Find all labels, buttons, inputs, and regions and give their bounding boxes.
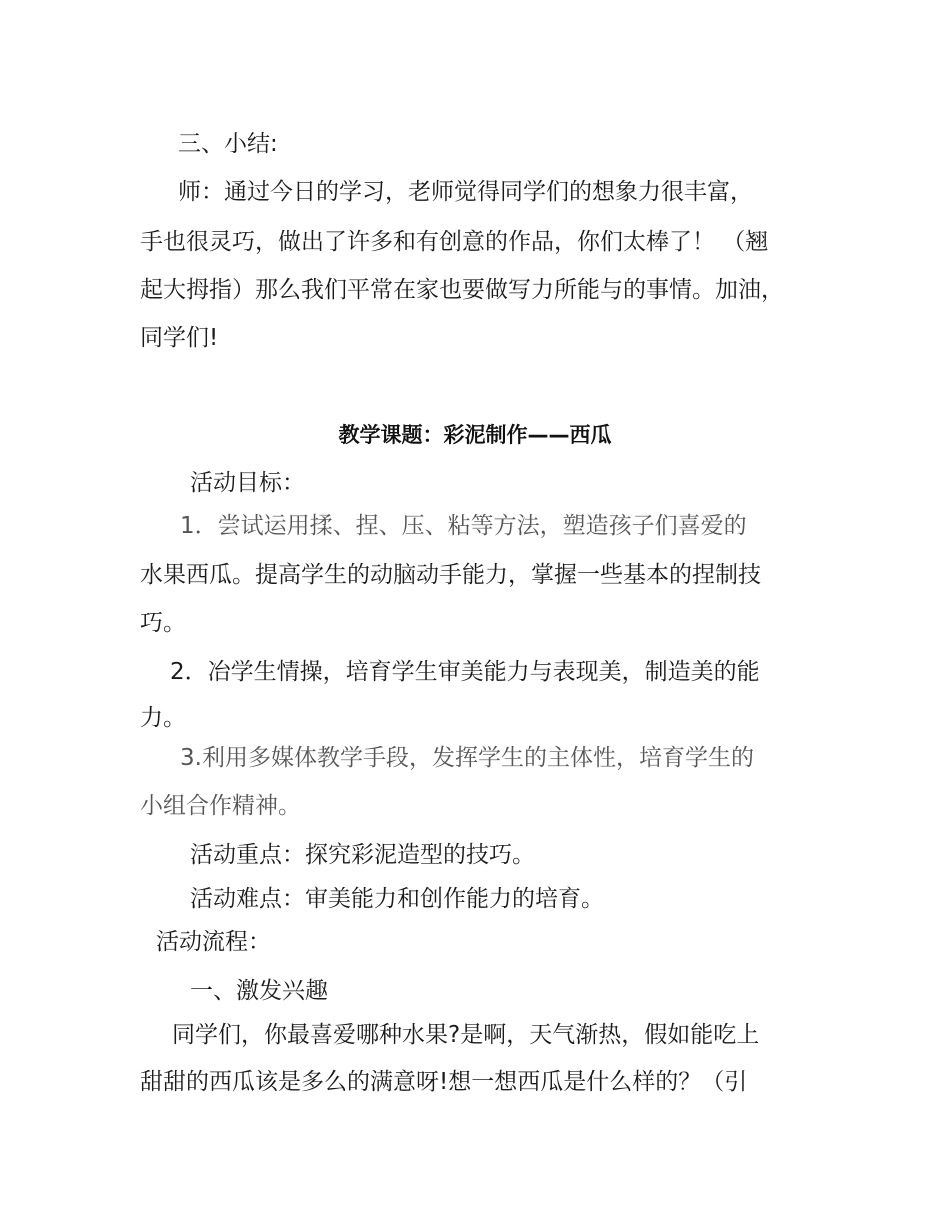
goals-heading: 活动目标：	[190, 470, 305, 496]
goal-1-line: 水果西瓜。提高学生的动脑动手能力，掌握一些基本的捏制技	[140, 562, 761, 588]
goal-3-line: 3.利用多媒体教学手段，发挥学生的主体性，培育学生的	[180, 745, 754, 771]
goal-2-line: 2．冶学生情操，培育学生审美能力与表现美，制造美的能	[170, 659, 760, 685]
summary-paragraph-line: 同学们!	[140, 325, 219, 351]
process-heading: 活动流程：	[156, 929, 271, 955]
goal-1-line: 1．尝试运用揉、捏、压、粘等方法，塑造孩子们喜爱的	[180, 513, 747, 539]
step-1-heading: 一、激发兴趣	[190, 978, 328, 1004]
summary-paragraph-line: 起大拇指）那么我们平常在家也要做写力所能与的事情。加油，	[140, 277, 784, 303]
difficulty: 活动难点：审美能力和创作能力的培育。	[190, 886, 604, 912]
key-point: 活动重点：探究彩泥造型的技巧。	[190, 842, 535, 868]
goal-2-line: 力。	[140, 705, 186, 731]
summary-heading: 三、小结:	[178, 131, 278, 157]
goal-3-line: 小组合作精神。	[140, 793, 301, 819]
lesson-title: 教学课题：彩泥制作——西瓜	[338, 423, 612, 447]
summary-paragraph-line: 师：通过今日的学习，老师觉得同学们的想象力很丰富，	[178, 179, 753, 205]
step-1-line: 甜甜的西瓜该是多么的满意呀!想一想西瓜是什么样的？（引	[140, 1069, 748, 1095]
summary-paragraph-line: 手也很灵巧，做出了许多和有创意的作品，你们太棒了！ （翘	[140, 229, 769, 255]
goal-1-line: 巧。	[140, 610, 186, 636]
step-1-line: 同学们，你最喜爱哪种水果?是啊，天气渐热，假如能吃上	[172, 1022, 760, 1048]
